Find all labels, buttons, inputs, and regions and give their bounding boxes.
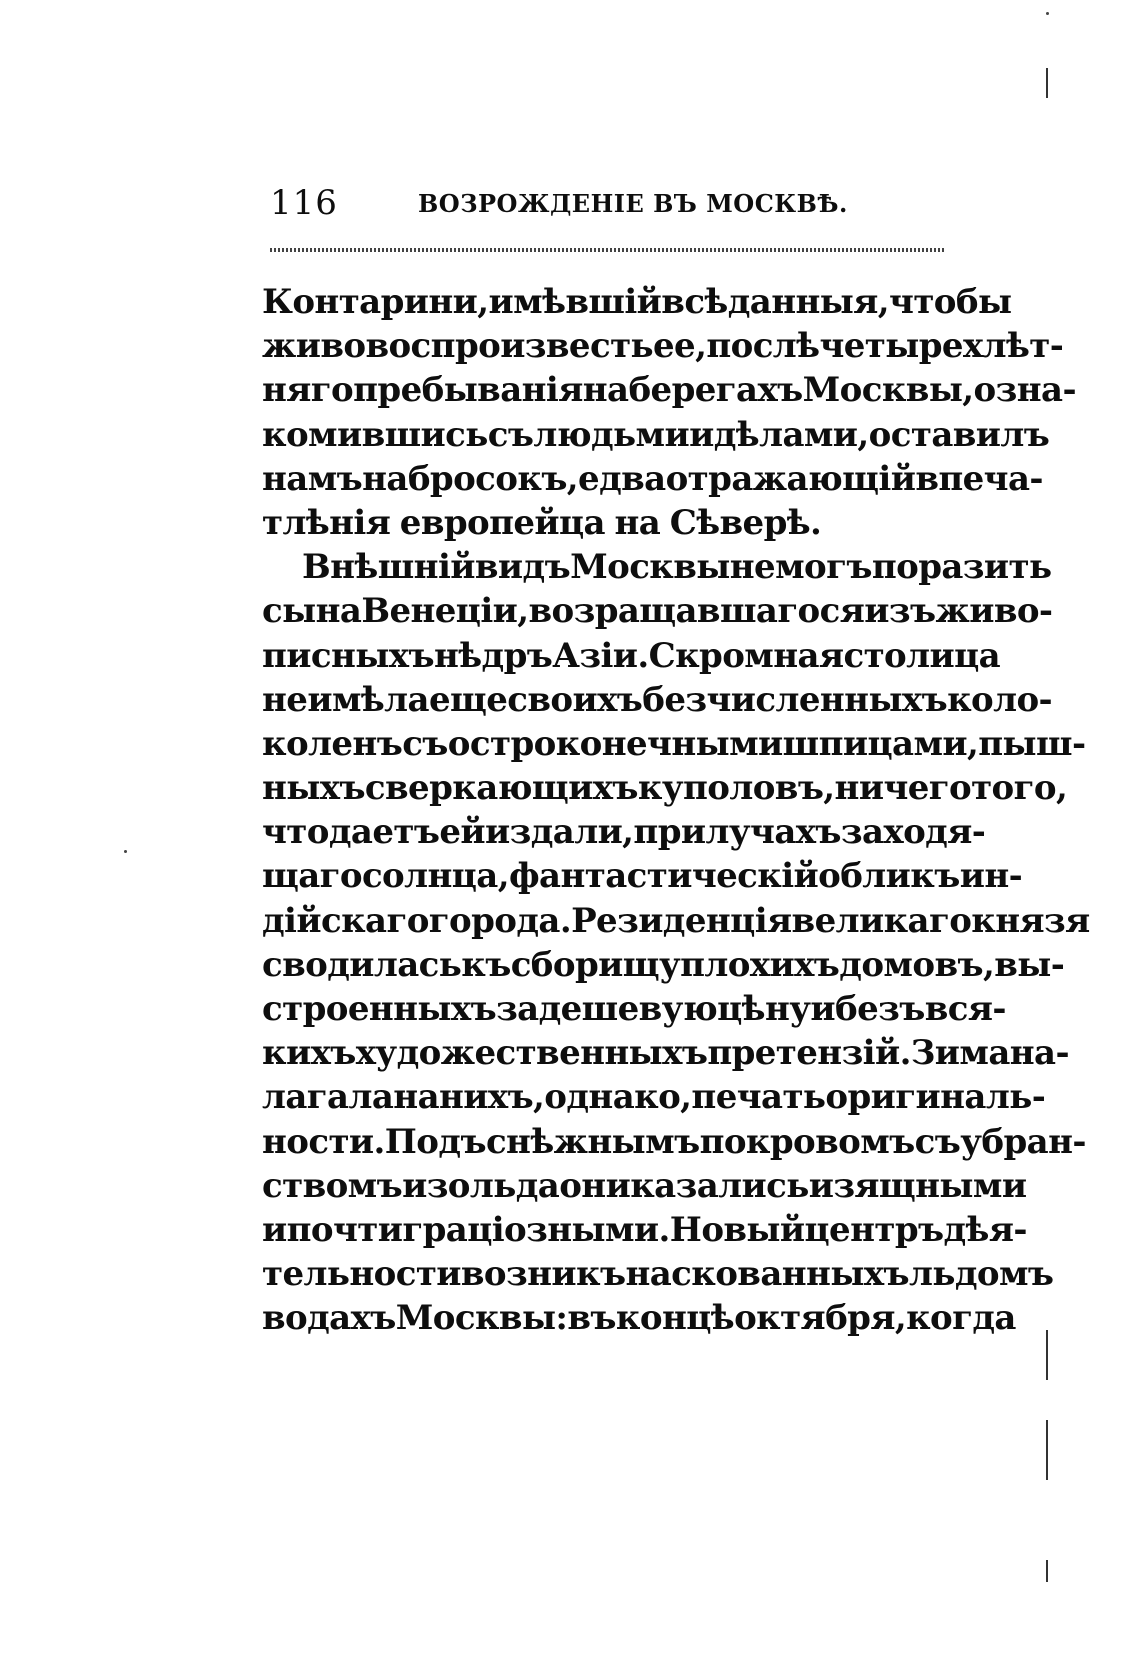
text-line: намъ набросокъ, едва отражающій впеча-	[262, 458, 1043, 499]
text-line: ности. Подъ снѣжнымъ покровомъ съ убран-	[262, 1121, 1086, 1162]
header-rule	[270, 248, 945, 252]
text-line: тельности возникъ на скованныхъ льдомъ	[262, 1254, 1054, 1295]
text-line: няго пребыванія на берегахъ Москвы, озна-	[262, 370, 1076, 411]
scan-edge-mark	[1046, 1560, 1048, 1582]
text-line: водахъ Москвы: въ концѣ октября, когда	[262, 1298, 1016, 1339]
text-line: комившись съ людьми и дѣлами, оставилъ	[262, 414, 1050, 455]
text-line: не имѣла еще своихъ безчисленныхъ коло-	[262, 679, 1053, 720]
text-line: ствомъ изо льда они казались изящными	[262, 1165, 1027, 1206]
scan-edge-mark	[1046, 68, 1048, 98]
text-line: живо воспроизвесть ее, послѣ четырехлѣт-	[262, 326, 1064, 367]
text-line: дійскаго города. Резиденція великаго князя	[262, 900, 1090, 941]
page-number: 116	[270, 183, 338, 223]
text-line: и почти граціозными. Новый центръ дѣя-	[262, 1209, 1027, 1250]
text-line: Контарини, имѣвшій всѣ данныя, чтобы	[262, 282, 1012, 322]
text-line: лагала на нихъ, однако, печать оригиналь-	[262, 1077, 1046, 1118]
scan-dot	[124, 850, 127, 853]
text-line: ныхъ сверкающихъ куполовъ, ничего того,	[262, 768, 1068, 809]
text-line: сводилась къ сборищу плохихъ домовъ, вы-	[262, 944, 1065, 985]
scan-edge-mark	[1046, 1420, 1048, 1480]
text-line: Внѣшній видъ Москвы не могъ поразить	[302, 547, 1052, 588]
text-line: сына Венеціи, возращавшагося изъ живо-	[262, 591, 1053, 632]
running-head	[270, 183, 950, 233]
text-line: щаго солнца, фантастическій обликъ ин-	[262, 856, 1023, 897]
text-line: кихъ художественныхъ претензій. Зима на-	[262, 1033, 1069, 1074]
text-line: писныхъ нѣдръ Азіи. Скромная столица	[262, 635, 1001, 676]
scan-dot	[1046, 12, 1049, 15]
text-line: строенныхъ за дешевую цѣну и безъ вся-	[262, 989, 1006, 1029]
scan-edge-mark	[1046, 1330, 1048, 1380]
text-line: тлѣнія европейца на Сѣверѣ.	[262, 502, 822, 543]
running-title: ВОЗРОЖДЕНІЕ ВЪ МОСКВѢ.	[418, 189, 848, 218]
text-line: что даетъ ей издали, при лучахъ заходя-	[262, 812, 986, 853]
body-text	[262, 282, 1090, 1343]
text-line: коленъ съ остроконечными шпицами, пыш-	[262, 723, 1086, 764]
